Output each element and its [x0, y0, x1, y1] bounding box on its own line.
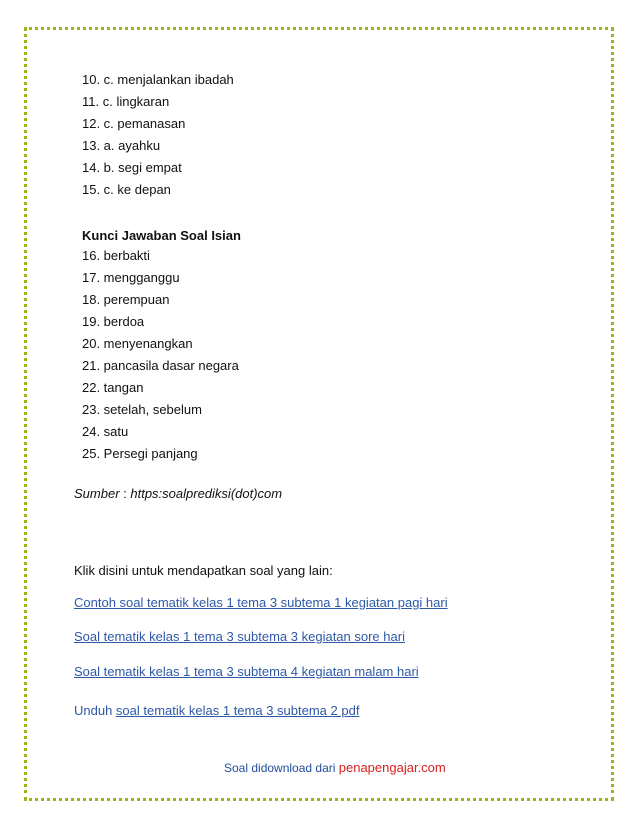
answer-list-isian — [82, 245, 239, 465]
answer-item: 19. berdoa — [82, 314, 145, 329]
download-prefix: Unduh — [74, 703, 116, 718]
answer-item: 21. pancasila dasar negara — [82, 358, 239, 373]
answer-item: 11. c. lingkaran — [82, 94, 170, 109]
answer-item: 16. berbakti — [82, 248, 150, 263]
link-subtema-3[interactable]: Soal tematik kelas 1 tema 3 subtema 3 kegiatan sore hari — [74, 629, 405, 644]
answer-item: 12. c. pemanasan — [82, 116, 186, 131]
answer-item: 22. tangan — [82, 380, 144, 395]
answer-item: 18. perempuan — [82, 292, 170, 307]
source-value: https:soalprediksi(dot)com — [130, 486, 283, 501]
answer-item: 15. c. ke depan — [82, 182, 171, 197]
link-subtema-4[interactable]: Soal tematik kelas 1 tema 3 subtema 4 kegiatan malam hari — [74, 664, 419, 679]
section-heading: Kunci Jawaban Soal Isian — [82, 228, 241, 243]
footer-text: Soal didownload dari — [224, 761, 339, 775]
answer-item: 25. Persegi panjang — [82, 446, 198, 461]
source-separator: : — [119, 486, 131, 501]
download-line — [74, 702, 359, 720]
footer-site: penapengajar.com — [338, 760, 446, 775]
answer-item: 10. c. menjalankan ibadah — [82, 72, 234, 87]
answer-item: 13. a. ayahku — [82, 138, 161, 153]
source-line — [74, 485, 282, 503]
answer-item: 23. setelah, sebelum — [82, 402, 202, 417]
source-label: Sumber — [74, 486, 120, 501]
footer — [224, 760, 446, 775]
answer-item: 24. satu — [82, 424, 129, 439]
download-link[interactable]: soal tematik kelas 1 tema 3 subtema 2 pdf — [115, 703, 360, 718]
link-subtema-1[interactable]: Contoh soal tematik kelas 1 tema 3 subtema 1 kegiatan pagi hari — [74, 595, 448, 610]
answer-item: 17. mengganggu — [82, 270, 180, 285]
answer-list-multiple-choice — [82, 69, 234, 201]
intro-text: Klik disini untuk mendapatkan soal yang lain: — [74, 563, 333, 578]
answer-item: 14. b. segi empat — [82, 160, 182, 175]
answer-item: 20. menyenangkan — [82, 336, 193, 351]
